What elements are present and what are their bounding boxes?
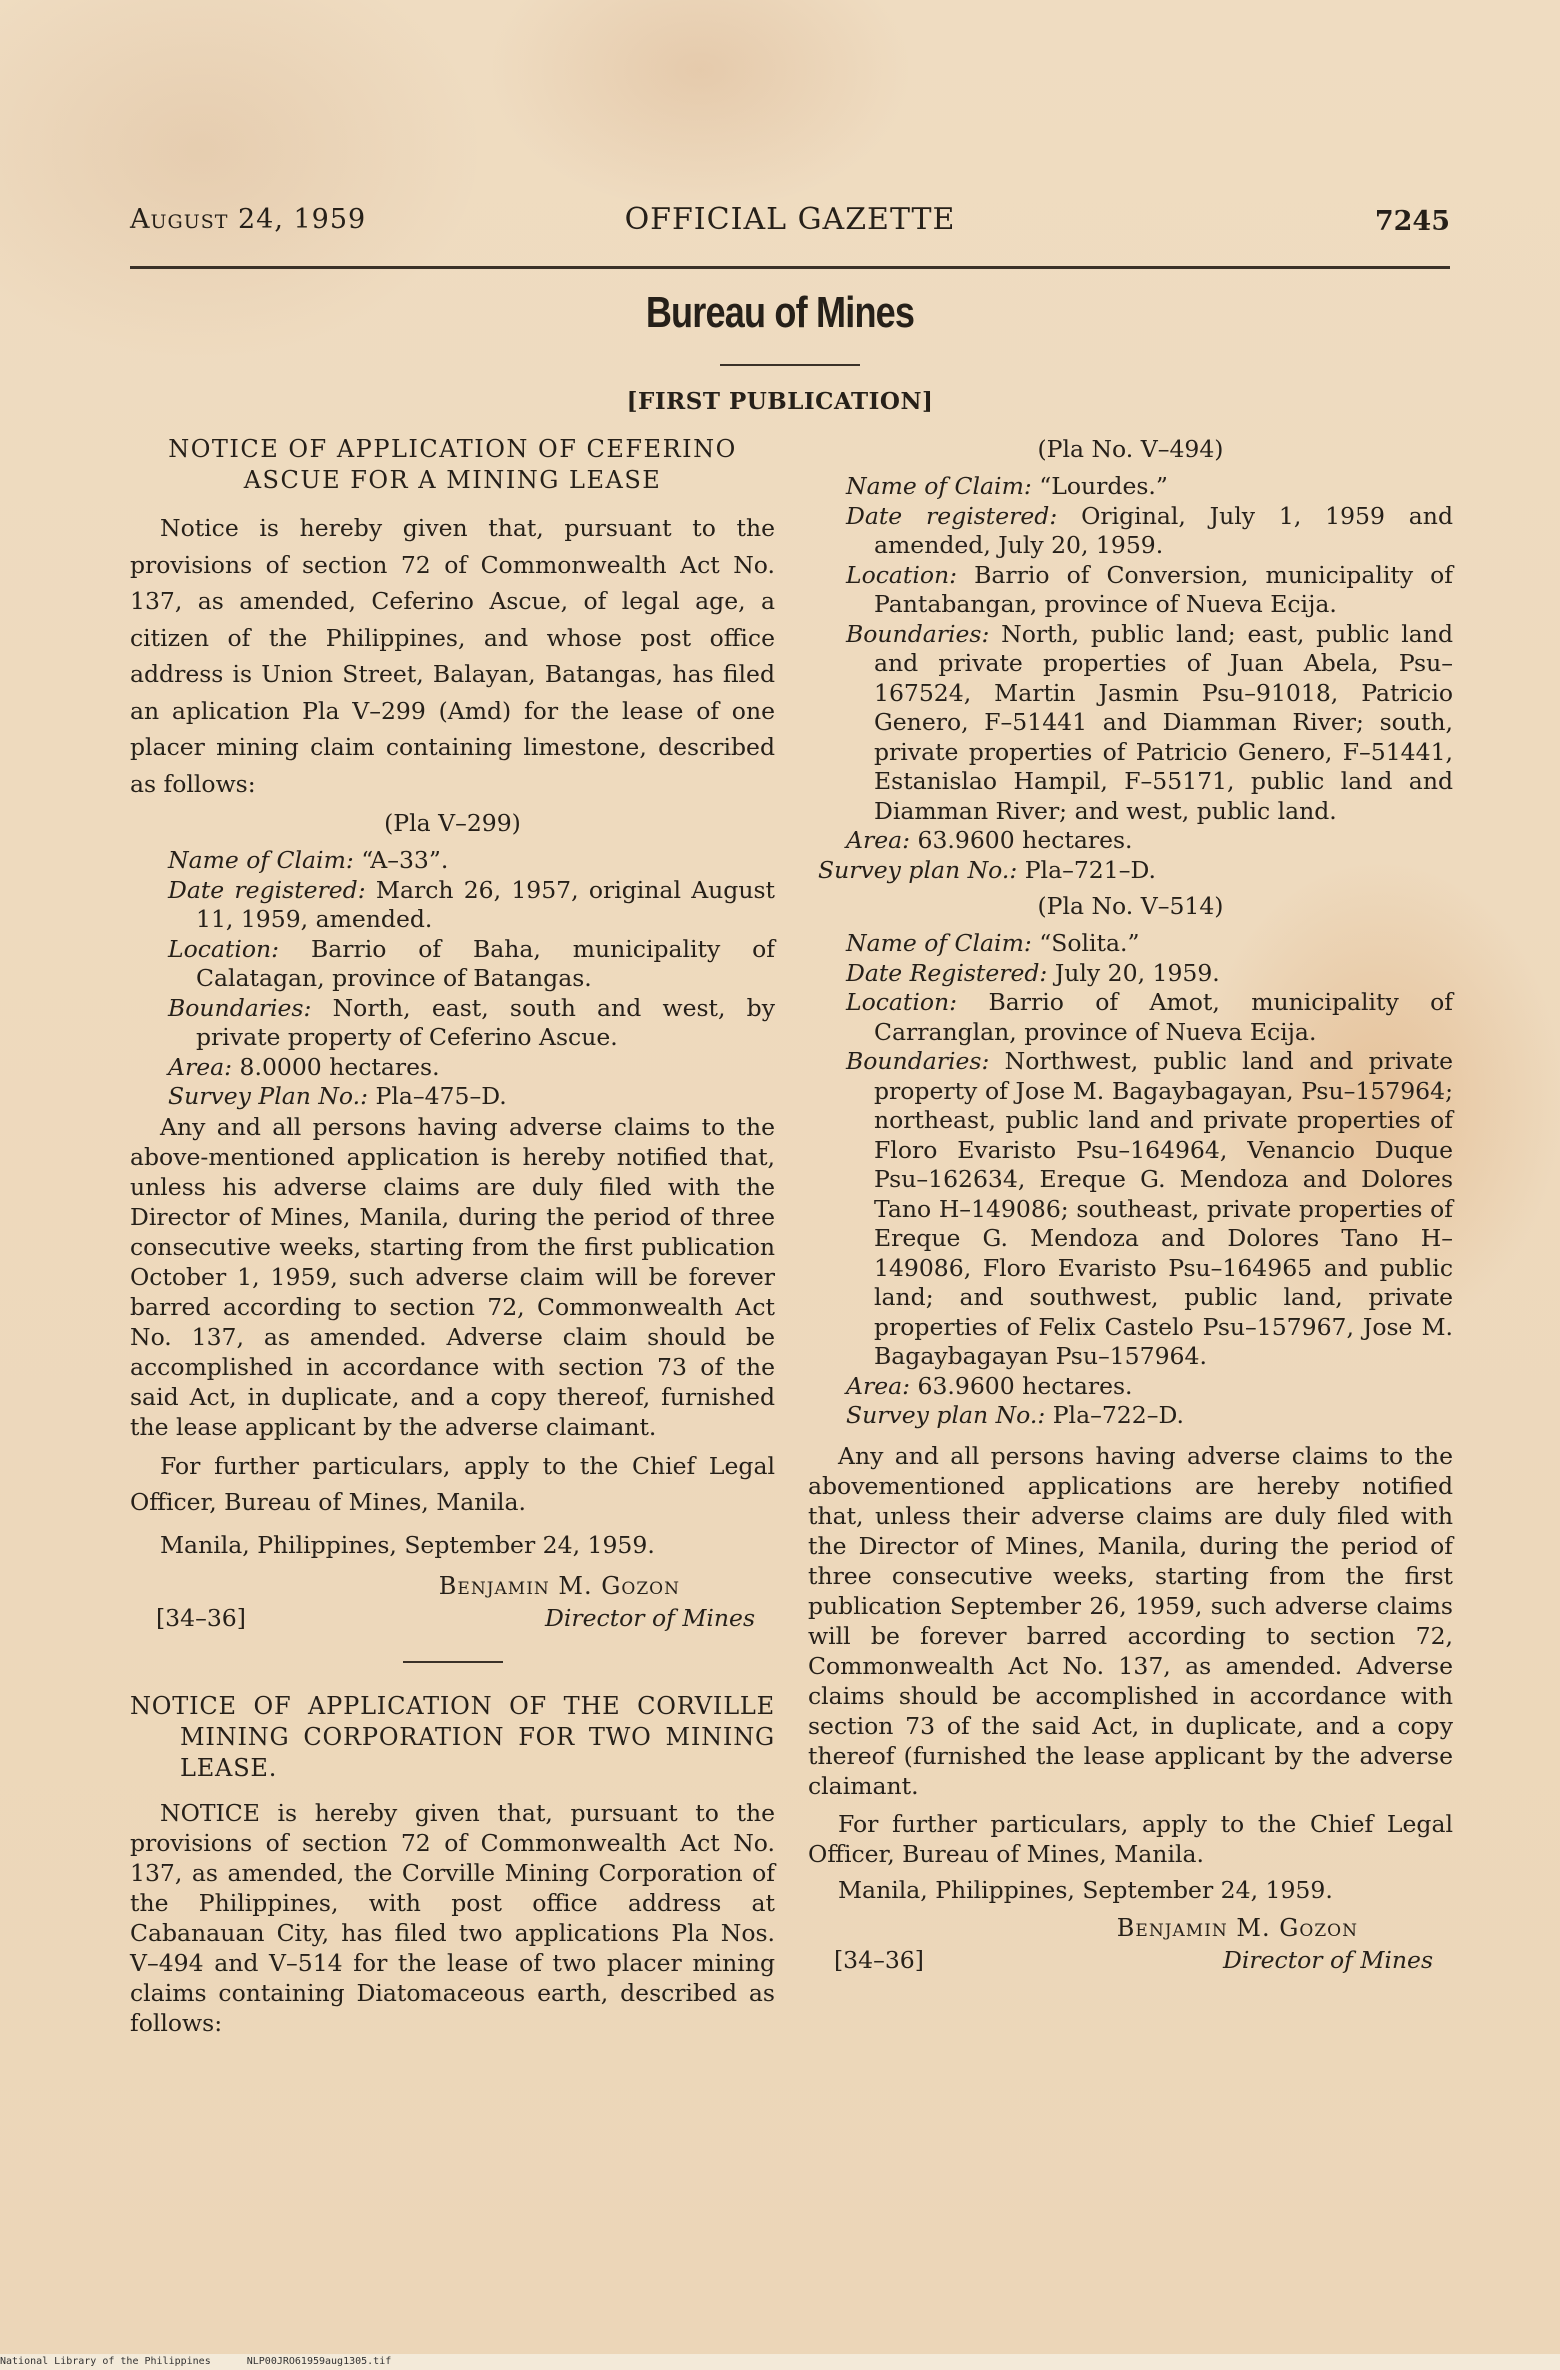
section-title: Bureau of Mines — [645, 288, 915, 337]
location-value: Barrio of Baha, municipality of Calatagan, province of Batangas. — [196, 934, 775, 992]
area-label: Area: — [846, 1371, 911, 1400]
notice2-adverse: Any and all persons having adverse claims to the abovementioned applications are hereby notified that, unless their adverse claims are duly filed with the Director of Mines, Manila, during the period of three consecutive weeks, starting from the first publication September 26, 1959, such adverse claims will be forever barred according to section 72, Commonwealth Act No. 137, as amended. Adverse claims should be accomplished in accordance with section 73 of the said Act, in duplicate, and a copy thereof (furnished the lease applicant by the adverse claimant. — [808, 1441, 1453, 1800]
area-label: Area: — [846, 826, 911, 854]
location-value: Barrio of Amot, municipality of Carranglan, province of Nueva Ecija. — [874, 988, 1453, 1046]
claim-b-survey — [818, 1401, 1453, 1431]
right-column — [808, 434, 1453, 1983]
claim-a-name — [818, 472, 1453, 502]
signer-title: Director of Mines — [545, 1604, 755, 1632]
scan-footer — [0, 2354, 1560, 2370]
publication-name: OFFICIAL GAZETTE — [624, 202, 956, 237]
claim-b-boundaries — [818, 1047, 1453, 1372]
claim-b-name — [818, 929, 1453, 959]
boundaries-label: Boundaries: — [168, 993, 312, 1022]
notice1-location — [140, 935, 775, 994]
claim-a-location — [818, 561, 1453, 620]
date-value: July 20, 1959. — [1054, 958, 1220, 987]
claim-a-date — [818, 502, 1453, 561]
left-column — [130, 434, 775, 2044]
survey-value: Pla–721–D. — [1024, 855, 1156, 884]
notice1-date — [140, 876, 775, 935]
survey-label: Survey plan No.: — [818, 855, 1018, 884]
title-rule — [720, 364, 860, 366]
area-value: 8.0000 hectares. — [239, 1052, 440, 1081]
survey-label: Survey plan No.: — [846, 1401, 1046, 1429]
survey-value: Pla–722–D. — [1052, 1401, 1184, 1429]
claim-label: Name of Claim: — [846, 472, 1032, 500]
date-value: Original, July 1, 1959 and amended, July 20, 1959. — [874, 501, 1453, 559]
location-label: Location: — [846, 988, 958, 1016]
issue-date: August 24, 1959 — [130, 204, 367, 235]
location-label: Location: — [846, 560, 958, 589]
survey-value: Pla–475–D. — [375, 1082, 507, 1110]
boundaries-value: North, public land; east, public land and private properties of Juan Abela, Psu–167524, Martin Jasmin Psu–91018, Patricio Genero, F–51441 and Diamman River; south, private properties of Patricio Genero, F–51441, Estanislao Hampil, F–55171, public land and Diamman River; and west, public land. — [874, 619, 1453, 825]
notice1-place-date: Manila, Philippines, September 24, 1959. — [160, 1530, 655, 1559]
boundaries-value: North, east, south and west, by private property of Ceferino Ascue. — [196, 993, 775, 1051]
boundaries-label: Boundaries: — [846, 1047, 990, 1075]
footer-library: National Library of the Philippines — [0, 2356, 211, 2367]
area-label: Area: — [168, 1052, 233, 1081]
notice1-further: For further particulars, apply to the Chief Legal Officer, Bureau of Mines, Manila. — [130, 1451, 775, 1516]
header-rule — [130, 266, 1450, 269]
notice1-claim — [140, 846, 775, 876]
date-label: Date registered: — [168, 875, 366, 904]
notice2-title: NOTICE OF APPLICATION OF THE CORVILLE MINING CORPORATION FOR TWO MINING LEASE. — [130, 1692, 775, 1782]
claim-b-area — [818, 1372, 1453, 1402]
date-value: March 26, 1957, original August 11, 1959, amended. — [196, 875, 775, 933]
claim-a-survey — [790, 856, 1453, 886]
area-value: 63.9600 hectares. — [917, 826, 1133, 854]
boundaries-value: Northwest, public land and private property of Jose M. Bagaybagayan, Psu–157964; northeast, public land and private properties of Floro Evaristo Psu–164964, Venancio Duque Psu–162634, Ereque G. Mendoza and Dolores Tano H–149086; southeast, private properties of Ereque G. Mendoza and Dolores Tano H–149086, Floro Evaristo Psu–164965 and public land; and southwest, public land, private properties of Felix Castelo Psu–157967, Jose M. Bagaybagayan Psu–157964. — [874, 1047, 1453, 1370]
notice2-signature — [808, 1913, 1453, 1983]
location-label: Location: — [168, 934, 280, 963]
page-number: 7245 — [1374, 206, 1450, 237]
notice1-survey — [140, 1082, 775, 1112]
notice1-boundaries — [140, 994, 775, 1053]
notice2-place-date: Manila, Philippines, September 24, 1959. — [838, 1875, 1333, 1904]
issue-ref: [34–36] — [156, 1604, 246, 1632]
claim-b-date — [818, 959, 1453, 989]
claim-label: Name of Claim: — [168, 846, 354, 874]
notice2-intro: NOTICE is hereby given that, pursuant to the provisions of section 72 of Commonwealth Act No. 137, as amended, the Corville Mining Corporation of the Philippines, with post office address at Cabanauan City, has filed two applications Pla Nos. V–494 and V–514 for the lease of two placer mining claims containing Diatomaceous earth, described as follows: — [130, 1799, 775, 2037]
date-label: Date registered: — [846, 501, 1058, 530]
page-header — [130, 200, 1450, 250]
survey-label: Survey Plan No.: — [168, 1082, 369, 1110]
claim-a-area — [818, 826, 1453, 856]
notice1-adverse: Any and all persons having adverse claims to the above-mentioned application is hereby notified that, unless his adverse claims are duly filed with the Director of Mines, Manila, during the period of three consecutive weeks, starting from the first publication October 1, 1959, such adverse claim will be forever barred according to section 72, Commonwealth Act No. 137, as amended. Adverse claim should be accomplished in accordance with section 73 of the said Act, in duplicate, and a copy thereof, furnished the lease applicant by the adverse claimant. — [130, 1112, 775, 1441]
claim-a-boundaries — [818, 620, 1453, 827]
claim-label: Name of Claim: — [846, 929, 1032, 957]
notice-separator — [403, 1661, 503, 1663]
signer-name: Benjamin M. Gozon — [438, 1572, 680, 1600]
publication-note: [FIRST PUBLICATION] — [626, 388, 934, 415]
signer-name: Benjamin M. Gozon — [1116, 1913, 1358, 1942]
notice1-plan-heading: (Pla V–299) — [384, 809, 521, 837]
notice2-further: For further particulars, apply to the Chief Legal Officer, Bureau of Mines, Manila. — [808, 1809, 1453, 1868]
claim-b-location — [818, 988, 1453, 1047]
claim-value: “Lourdes.” — [1039, 472, 1168, 500]
claim-value: “A–33”. — [361, 846, 449, 874]
location-value: Barrio of Conversion, municipality of Pantabangan, province of Nueva Ecija. — [874, 560, 1453, 618]
date-label: Date Registered: — [846, 958, 1048, 987]
claim-a-plan-heading: (Pla No. V–494) — [1037, 435, 1224, 463]
notice1-signature — [130, 1571, 775, 1641]
area-value: 63.9600 hectares. — [917, 1371, 1133, 1400]
notice1-area — [140, 1053, 775, 1083]
signer-title: Director of Mines — [1223, 1945, 1433, 1974]
notice1-title: NOTICE OF APPLICATION OF CEFERINO ASCUE FOR A MINING LEASE — [168, 435, 737, 494]
notice1-intro: Notice is hereby given that, pursuant to the provisions of section 72 of Commonwealth Act No. 137, as amended, Ceferino Ascue, of legal age, a citizen of the Philippines, and whose post office address is Union Street, Balayan, Batangas, has filed an aplication Pla V–299 (Amd) for the lease of one placer mining claim containing limestone, described as follows: — [130, 514, 775, 798]
claim-value: “Solita.” — [1039, 929, 1140, 957]
boundaries-label: Boundaries: — [846, 619, 990, 648]
claim-b-plan-heading: (Pla No. V–514) — [1037, 892, 1224, 920]
issue-ref: [34–36] — [834, 1945, 924, 1974]
footer-file: NLP00JRO61959aug1305.tif — [246, 2356, 392, 2367]
